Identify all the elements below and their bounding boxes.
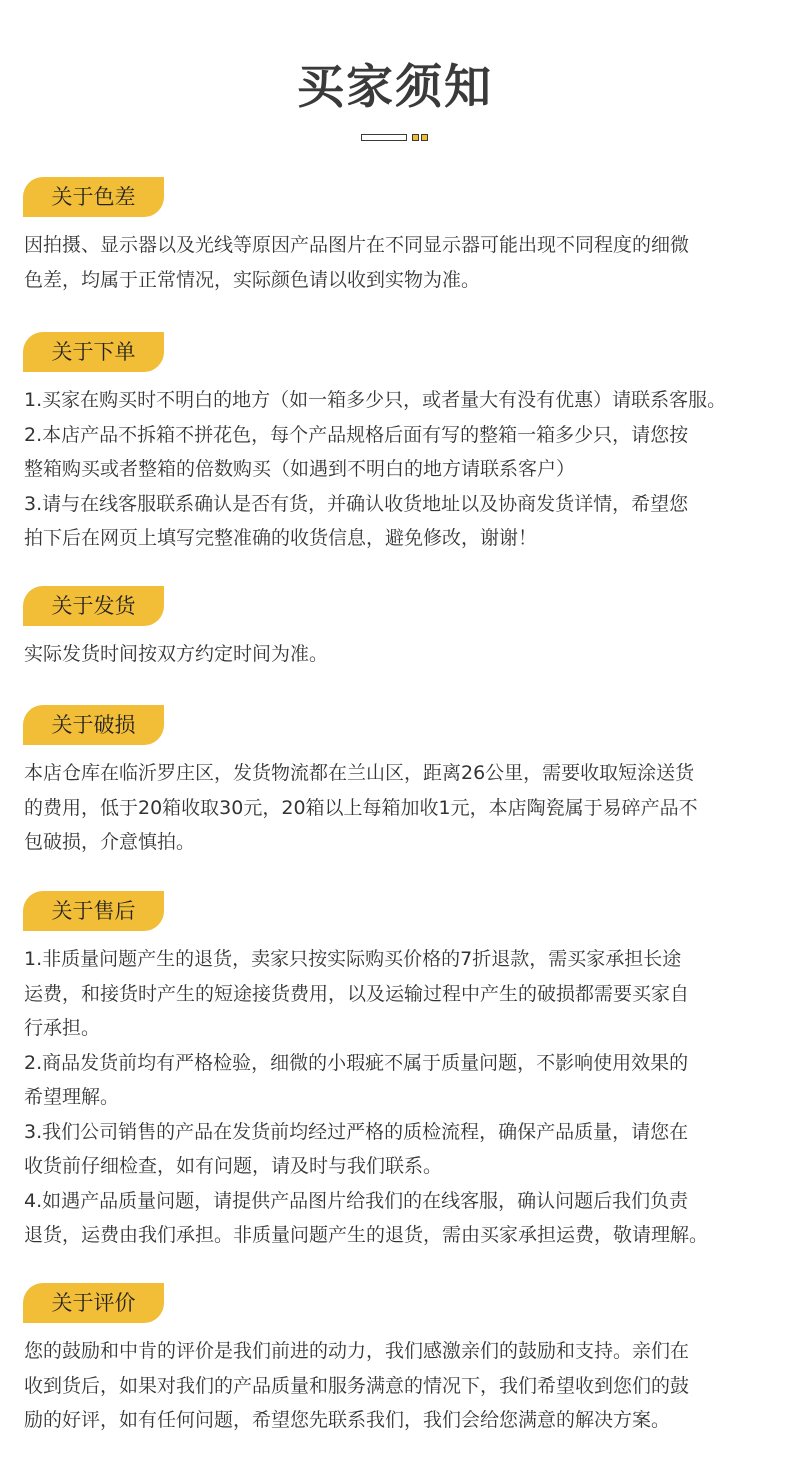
section-badge (23, 705, 164, 745)
divider-square (412, 134, 419, 141)
page-title: 买家须知 (297, 60, 493, 115)
body-line: 收到货后，如果对我们的产品质量和服务满意的情况下，我们希望收到您们的鼓 (24, 1374, 690, 1397)
divider-line (361, 134, 407, 141)
section-body (24, 756, 784, 860)
body-line: 整箱购买或者整箱的倍数购买（如遇到不明白的地方请联系客户） (24, 458, 576, 480)
section-badge (23, 586, 164, 626)
title-divider (361, 134, 429, 142)
body-line: 退货，运费由我们承担。非质量问题产生的退货，需由买家承担运费，敬请理解。 (24, 1224, 709, 1246)
section-body (24, 1334, 784, 1438)
section-badge-label: 关于售后 (51, 899, 136, 923)
body-line: 行承担。 (24, 1017, 101, 1039)
section-badge-label: 关于破损 (51, 713, 136, 737)
body-line: 运费，和接货时产生的短途接货费用，以及运输过程中产生的破损都需要买家自 (24, 982, 690, 1005)
section-badge-label: 关于发货 (51, 594, 136, 618)
body-line: 收货前仔细检查，如有问题，请及时与我们联系。 (24, 1155, 443, 1177)
body-line: 您的鼓励和中肯的评价是我们前进的动力，我们感激亲们的鼓励和支持。亲们在 (24, 1340, 690, 1362)
body-line: 励的好评，如有任何问题，希望您先联系我们，我们会给您满意的解决方案。 (24, 1409, 671, 1431)
body-line: 2.本店产品不拆箱不拼花色，每个产品规格后面有写的整箱一箱多少只，请您按 (24, 423, 689, 446)
body-line: 因拍摄、显示器以及光线等原因产品图片在不同显示器可能出现不同程度的细微 (24, 234, 690, 256)
body-line: 实际发货时间按双方约定时间为准。 (24, 643, 329, 665)
body-line: 2.商品发货前均有严格检验，细微的小瑕疵不属于质量问题，不影响使用效果的 (24, 1051, 689, 1074)
body-line: 本店仓库在临沂罗庄区，发货物流都在兰山区，距离26公里，需要收取短涂送货 (24, 762, 695, 784)
body-line: 3.请与在线客服联系确认是否有货，并确认收货地址以及协商发货详情，希望您 (24, 492, 689, 515)
body-line: 3.我们公司销售的产品在发货前均经过严格的质检流程，确保产品质量，请您在 (24, 1120, 689, 1143)
body-line: 1.非质量问题产生的退货，卖家只按实际购买价格的7折退款，需买家承担长途 (24, 948, 682, 970)
section-badge-label: 关于评价 (51, 1291, 136, 1315)
section-body (24, 228, 784, 297)
body-line: 希望理解。 (24, 1086, 120, 1108)
section-badge (23, 891, 164, 931)
body-line: 色差，均属于正常情况，实际颜色请以收到实物为准。 (24, 268, 481, 291)
body-line: 4.如遇产品质量问题，请提供产品图片给我们的在线客服，确认问题后我们负责 (24, 1189, 689, 1212)
body-line: 包破损，介意慎拍。 (24, 831, 196, 853)
section-body (24, 383, 784, 556)
body-line: 的费用，低于20箱收取30元，20箱以上每箱加收1元，本店陶瓷属于易碎产品不 (24, 796, 698, 819)
section-badge-label: 关于下单 (51, 340, 136, 364)
body-line: 拍下后在网页上填写完整准确的收货信息，避免修改，谢谢！ (24, 527, 538, 549)
section-badge (23, 177, 164, 217)
body-line: 1.买家在购买时不明白的地方（如一箱多少只，或者量大有没有优惠）请联系客服。 (24, 389, 727, 411)
section-badge-label: 关于色差 (51, 185, 136, 209)
section-badge (23, 1283, 164, 1323)
section-body (24, 942, 784, 1253)
section-body (24, 637, 784, 672)
divider-square (421, 134, 428, 141)
section-badge (23, 332, 164, 372)
